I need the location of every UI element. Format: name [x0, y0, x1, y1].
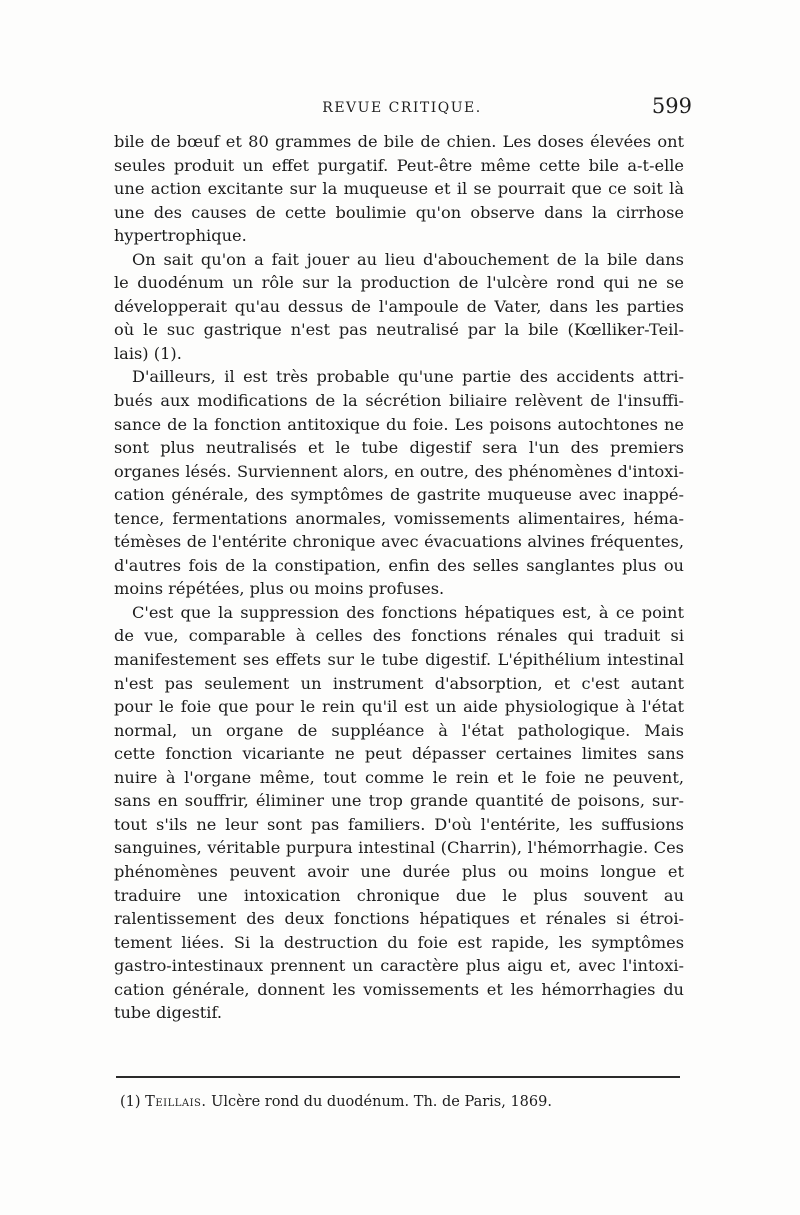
text-line: où le suc gastrique n'est pas neutralisé par la bile (Kœlliker-Teil-	[114, 320, 684, 340]
text-line: tout s'ils ne leur sont pas familiers. D'où l'entérite, les suffusions	[114, 814, 684, 834]
text-line: pour le foie que pour le rein qu'il est un aide physiologique à l'état	[114, 697, 684, 717]
running-title: REVUE CRITIQUE.	[322, 100, 482, 116]
text-line: hypertrophique.	[114, 226, 247, 246]
text-line: une action excitante sur la muqueuse et il se pourrait que ce soit là	[114, 179, 684, 199]
text-line: n'est pas seulement un instrument d'absorption, et c'est autant	[114, 673, 684, 693]
text-line: développerait qu'au dessus de l'ampoule de Vater, dans les parties	[114, 296, 684, 316]
text-line: sans en souffrir, éliminer une trop grande quantité de poisons, sur-	[114, 791, 684, 811]
text-line: tence, fermentations anormales, vomissements alimentaires, héma-	[114, 508, 684, 528]
text-line: sont plus neutralisés et le tube digestif sera l'un des premiers	[114, 438, 684, 458]
text-line: seules produit un effet purgatif. Peut-être même cette bile a-t-elle	[114, 155, 684, 175]
footnote-author: Teillais.	[145, 1094, 207, 1110]
text-line: d'autres fois de la constipation, enfin des selles sanglantes plus ou	[114, 555, 684, 575]
footnote-divider	[116, 1076, 680, 1078]
text-line: lais) (1).	[114, 343, 182, 363]
text-line: sance de la fonction antitoxique du foie. Les poisons autochtones ne	[114, 414, 684, 434]
text-line: normal, un organe de suppléance à l'état pathologique. Mais	[114, 720, 684, 740]
text-line: moins répétées, plus ou moins profuses.	[114, 579, 445, 599]
text-line: ralentissement des deux fonctions hépatiques et rénales si étroi-	[114, 909, 684, 929]
text-line: manifestement ses effets sur le tube digestif. L'épithélium intestinal	[114, 650, 684, 670]
text-line: phénomènes peuvent avoir une durée plus ou moins longue et	[114, 861, 684, 881]
page-header	[112, 96, 692, 126]
text-line: cation générale, donnent les vomissements et les hémorrhagies du	[114, 979, 684, 999]
text-line: gastro-intestinaux prennent un caractère plus aigu et, avec l'intoxi-	[114, 956, 684, 976]
text-line: cation générale, des symptômes de gastrite muqueuse avec inappé-	[114, 485, 684, 505]
page-number: 599	[651, 94, 692, 118]
body-text	[114, 130, 684, 1025]
text-line: de vue, comparable à celles des fonctions rénales qui traduit si	[114, 626, 684, 646]
footnote-text: Ulcère rond du duodénum. Th. de Paris, 1869.	[211, 1094, 552, 1110]
text-line: témèses de l'entérite chronique avec évacuations alvines fréquentes,	[114, 532, 684, 552]
text-line: sanguines, véritable purpura intestinal (Charrin), l'hémorrhagie. Ces	[114, 838, 684, 858]
text-line: organes lésés. Surviennent alors, en outre, des phénomènes d'intoxi-	[114, 461, 684, 481]
footnote	[120, 1094, 680, 1110]
text-line: bués aux modifications de la sécrétion biliaire relèvent de l'insuffi-	[114, 391, 684, 411]
paragraph-start-line: On sait qu'on a fait jouer au lieu d'abouchement de la bile dans	[132, 249, 684, 269]
text-line: traduire une intoxication chronique due le plus souvent au	[114, 885, 684, 905]
text-line: tement liées. Si la destruction du foie est rapide, les symptômes	[114, 932, 684, 952]
text-line: nuire à l'organe même, tout comme le rein et le foie ne peuvent,	[114, 767, 684, 787]
text-line: bile de bœuf et 80 grammes de bile de chien. Les doses élevées ont	[114, 132, 684, 151]
text-line: le duodénum un rôle sur la production de l'ulcère rond qui ne se	[114, 273, 684, 293]
text-line: tube digestif.	[114, 1003, 223, 1023]
text-line: cette fonction vicariante ne peut dépasser certaines limites sans	[114, 744, 684, 764]
paragraph-start-line: D'ailleurs, il est très probable qu'une partie des accidents attri-	[132, 367, 684, 387]
paragraph-start-line: C'est que la suppression des fonctions hépatiques est, à ce point	[132, 602, 684, 622]
footnote-marker: (1)	[120, 1094, 141, 1110]
text-line: une des causes de cette boulimie qu'on observe dans la cirrhose	[114, 202, 684, 222]
